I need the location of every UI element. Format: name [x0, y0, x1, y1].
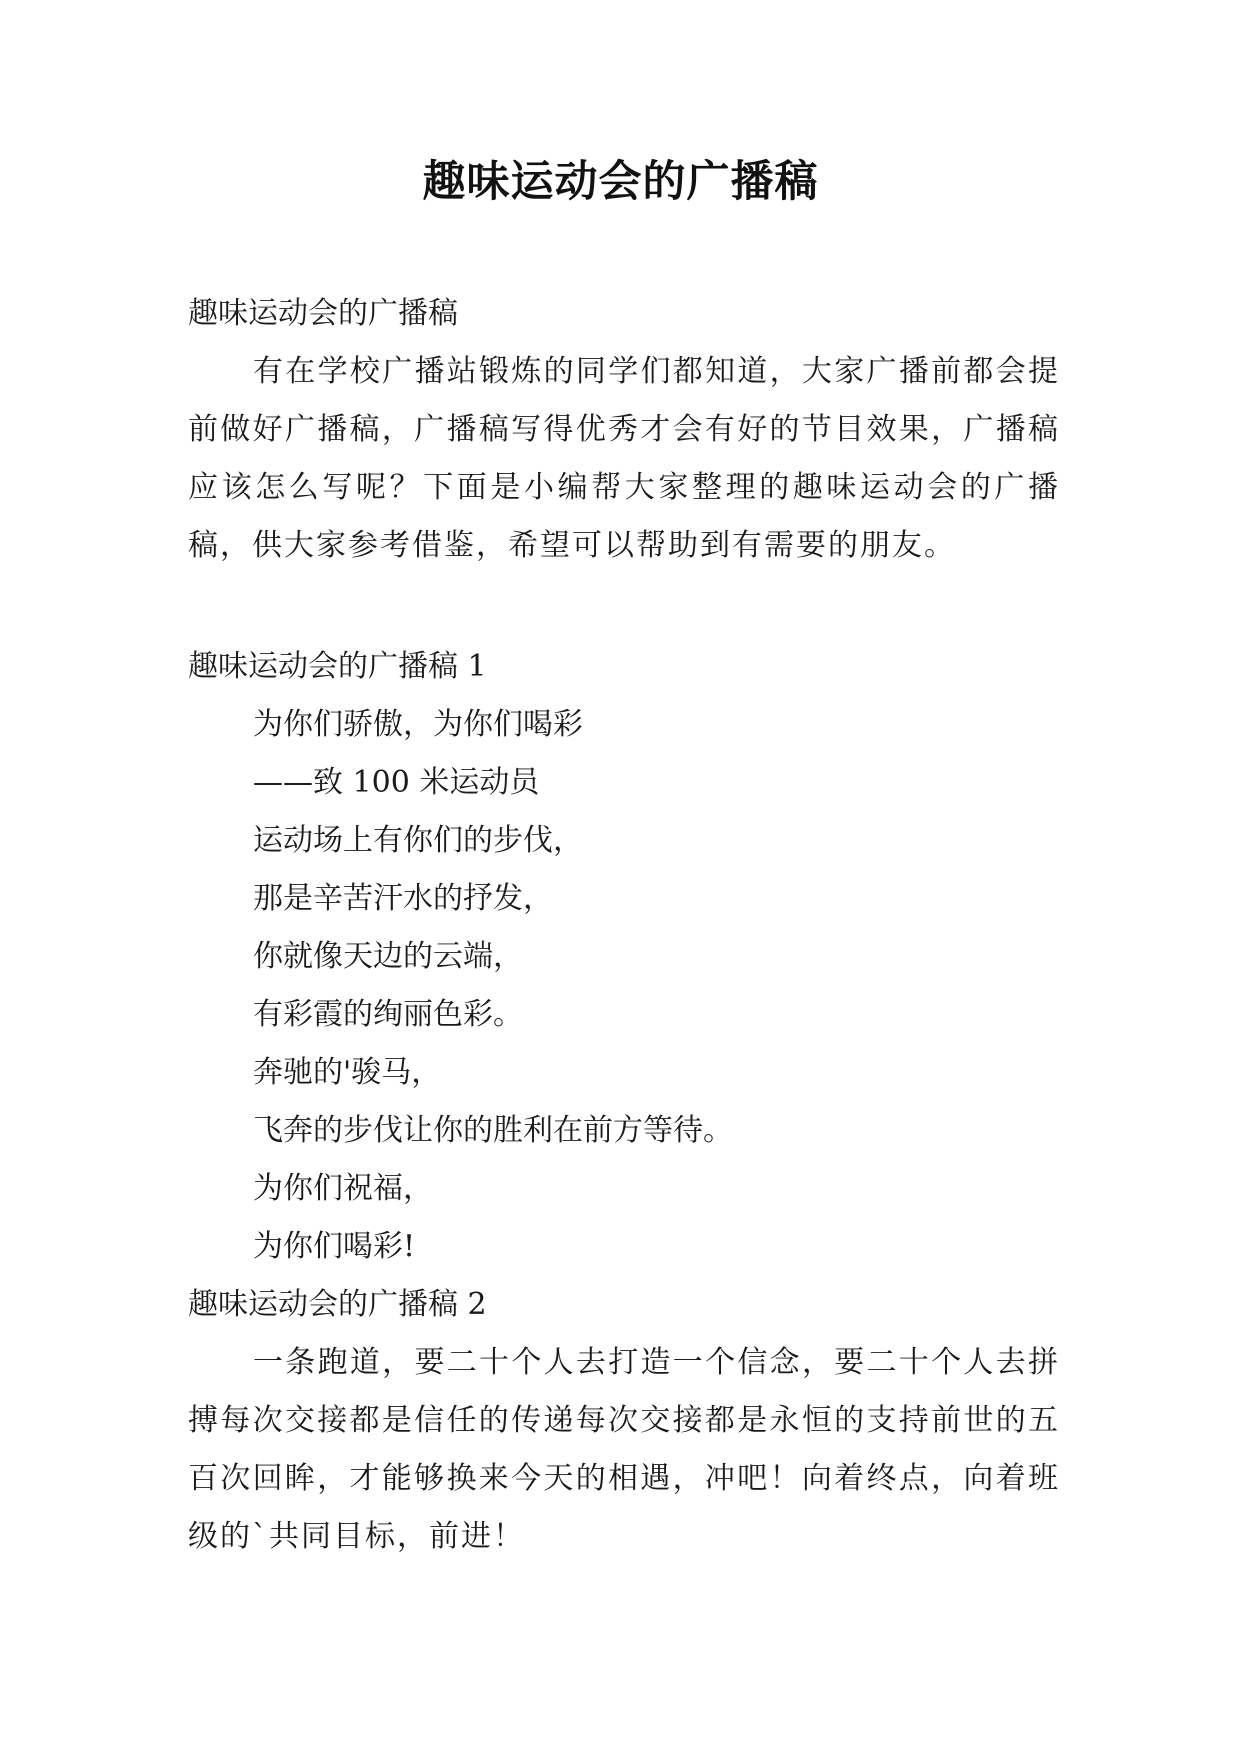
intro-paragraph: 有在学校广播站锻炼的同学们都知道，大家广播前都会提前做好广播稿，广播稿写得优秀才会有好的节目效果，广播稿应该怎么写呢？下面是小编帮大家整理的趣味运动会的广播稿，供大家参考借鉴，希望可以帮助到有需要的朋友。 [188, 354, 1060, 563]
poem-line: 你就像天边的云端， [253, 939, 523, 974]
section2-heading-block [188, 1276, 1060, 1334]
poem-line: 为你们祝福， [253, 1171, 433, 1206]
poem-line: 那是辛苦汗水的抒发， [253, 881, 553, 916]
poem-line: 飞奔的步伐让你的胜利在前方等待。 [253, 1113, 733, 1148]
document-title: 趣味运动会的广播稿 [422, 157, 819, 207]
poem-line: ——致 100 米运动员 [253, 765, 540, 800]
section1-heading: 趣味运动会的广播稿 1 [188, 649, 487, 684]
poem-line: 为你们骄傲，为你们喝彩 [253, 707, 583, 742]
intro-heading-block [188, 285, 1060, 343]
intro-heading: 趣味运动会的广播稿 [188, 296, 458, 331]
intro-paragraph-block [188, 343, 1060, 575]
section1-heading-block [188, 638, 1060, 696]
poem-line: 有彩霞的绚丽色彩。 [253, 997, 523, 1032]
section1-poem [188, 696, 1060, 1276]
poem-line: 为你们喝彩! [253, 1229, 416, 1264]
poem-line: 奔驰的'骏马， [253, 1055, 442, 1090]
poem-line: 运动场上有你们的步伐， [253, 823, 583, 858]
section2-heading: 趣味运动会的广播稿 2 [188, 1287, 487, 1322]
section2-paragraph: 一条跑道，要二十个人去打造一个信念，要二十个人去拼搏每次交接都是信任的传递每次交接都是永恒的支持前世的五百次回眸，才能够换来今天的相遇，冲吧！向着终点，向着班级的`共同目标，前进！ [188, 1345, 1060, 1554]
section2-paragraph-block [188, 1334, 1060, 1566]
